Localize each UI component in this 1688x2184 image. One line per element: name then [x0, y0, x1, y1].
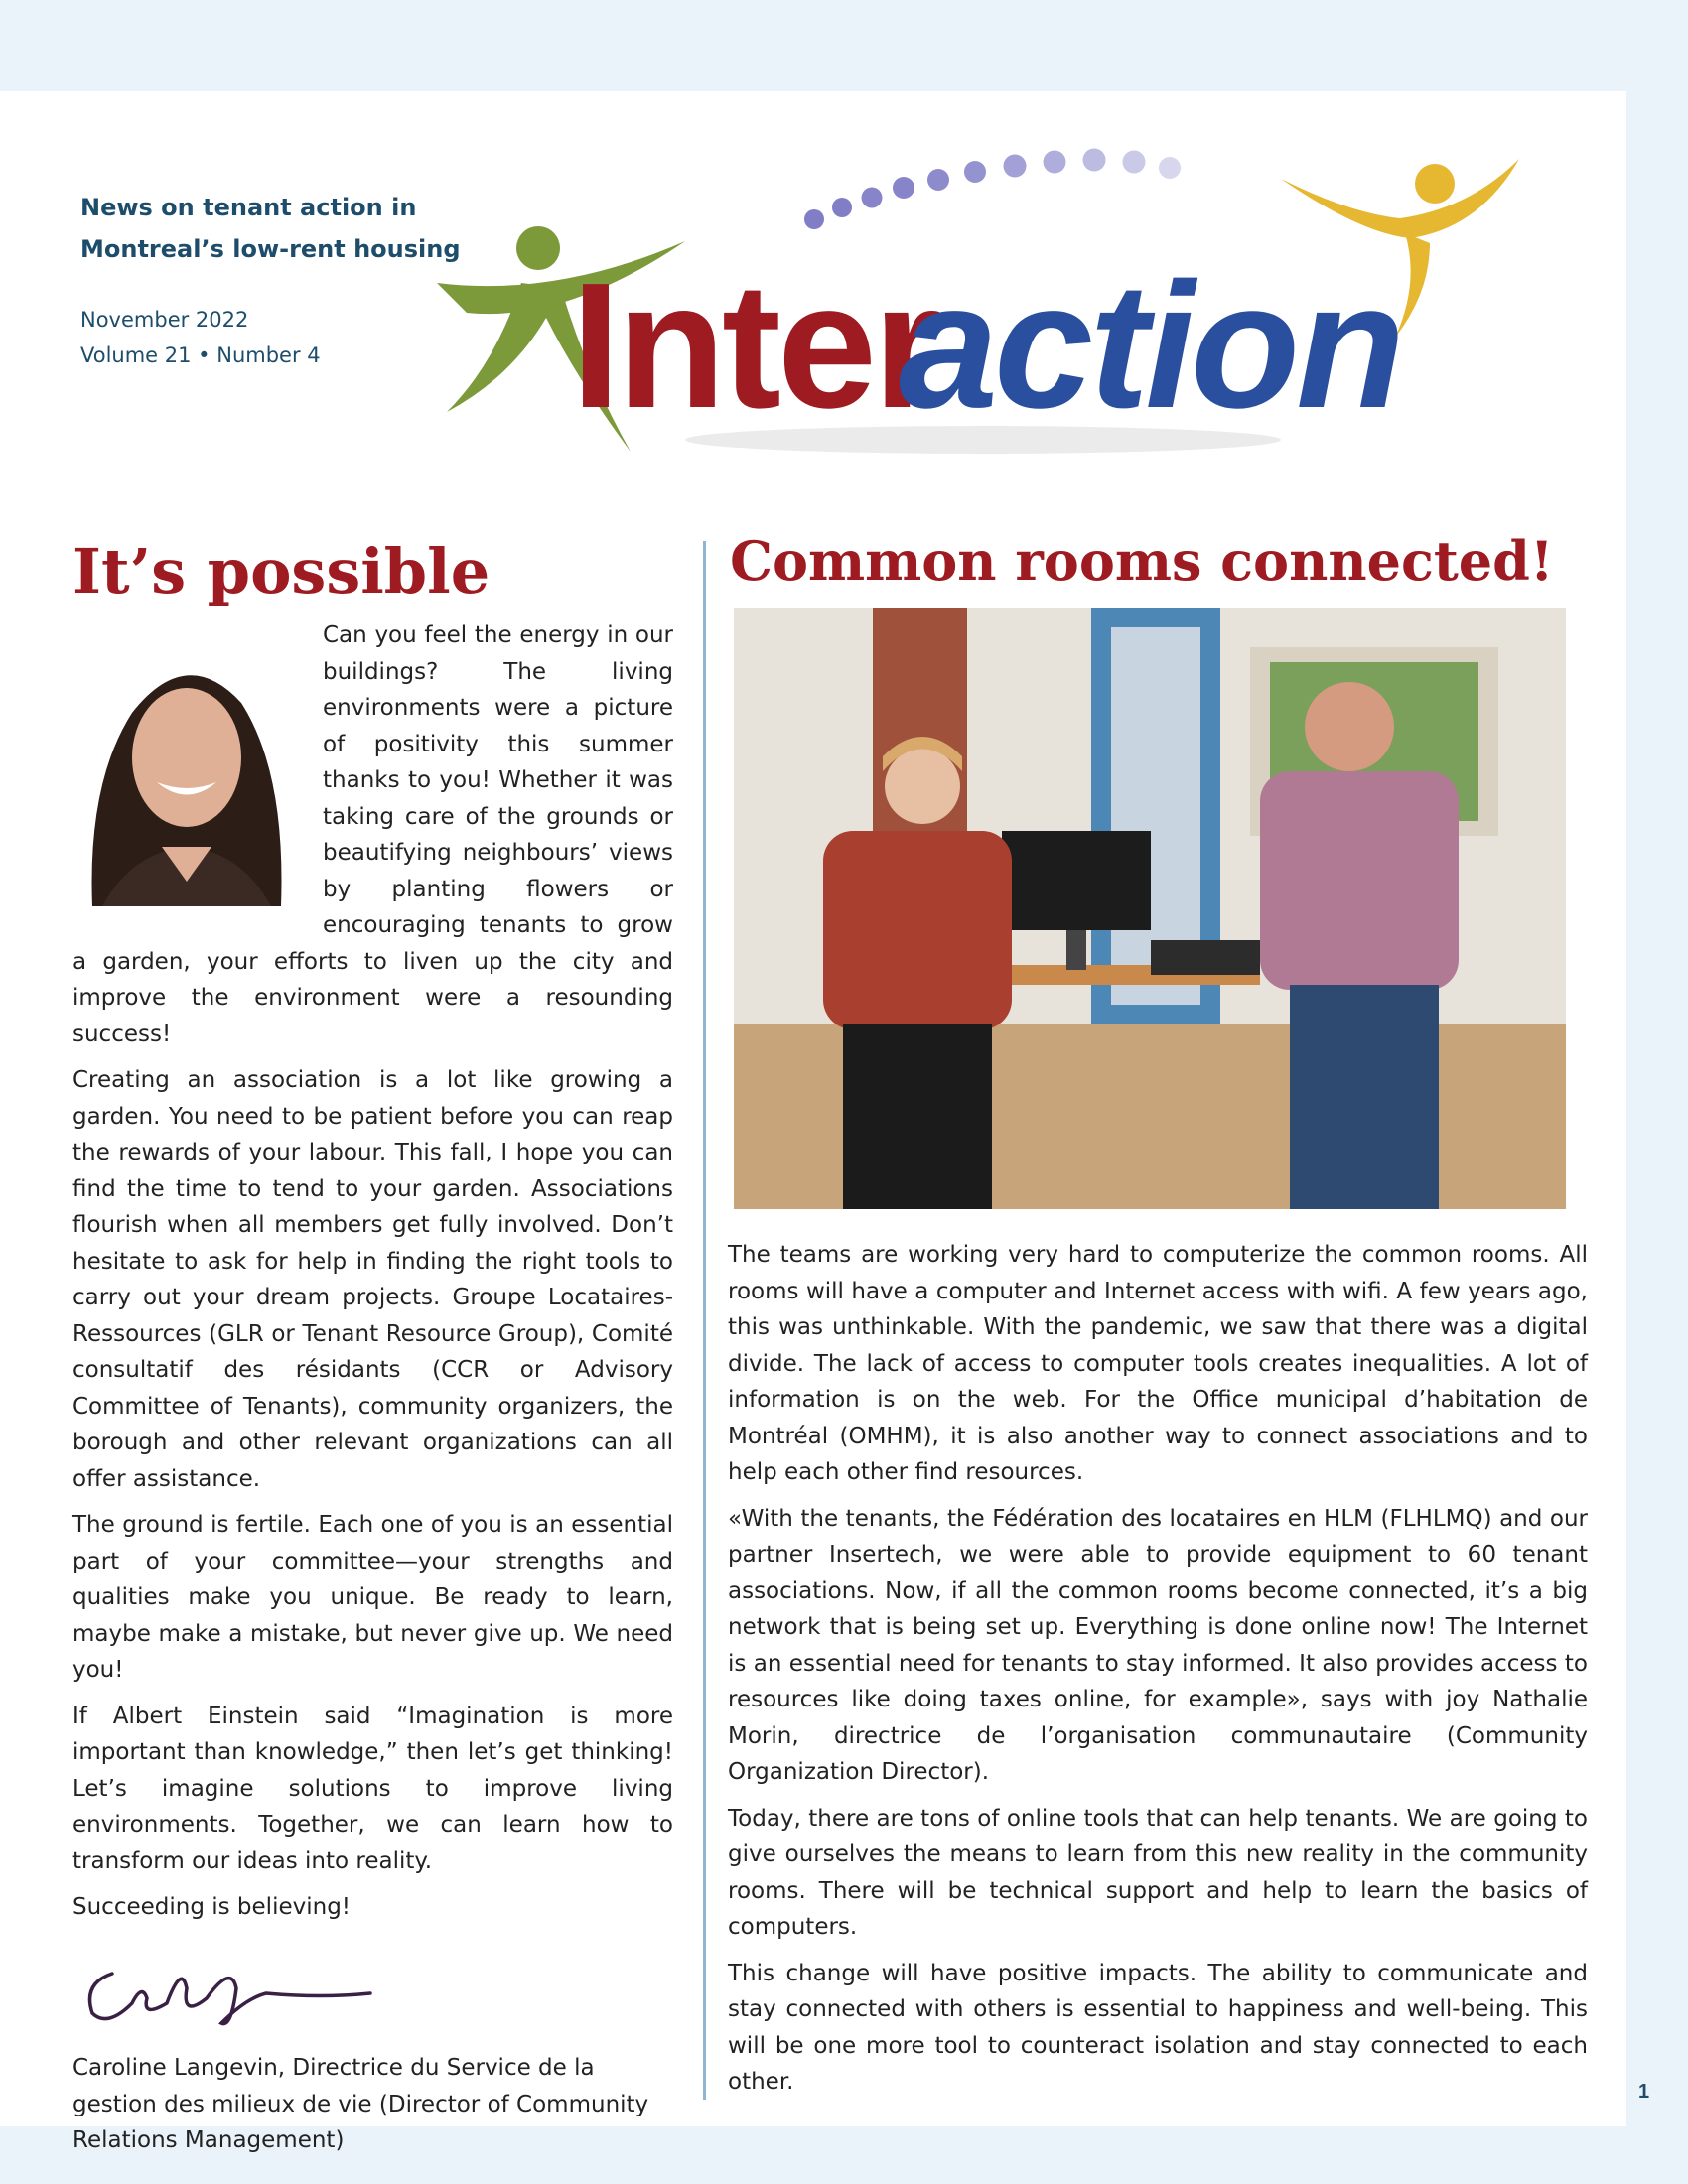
tagline-line2: Montreal’s low-rent housing — [80, 235, 461, 263]
logo-word-part1: Inter — [571, 246, 939, 446]
right-paragraph-3: Today, there are tons of online tools that can help tenants. We are going to give ourselves the means to learn from this new reality in the community rooms. There will be technical support and help to learn the basics of computers. — [728, 1805, 1588, 1940]
column-divider — [703, 541, 706, 2100]
interaction-logo — [427, 124, 1549, 491]
right-paragraph-4: This change will have positive impacts. The ability to communicate and stay connected with others is essential to happiness and well-being. This will be one more tool to counteract isolation and stay connected to each other. — [728, 1960, 1588, 2095]
left-paragraph-5: Succeeding is believing! — [72, 1894, 352, 1920]
left-article-body — [72, 617, 673, 2159]
author-portrait — [72, 623, 301, 906]
right-article — [728, 526, 1588, 2111]
common-room-photo — [734, 608, 1566, 1209]
right-article-body — [728, 1237, 1588, 2101]
left-paragraph-1: Can you feel the energy in our buildings? The living environments were a picture of positivity this summer thanks to you! Whether it was taking care of the grounds or beautifying neighbours’ views by planting flowers or encouraging tenants to grow a garden, your efforts to liven up the city and improve the environment were a resounding success! — [72, 622, 673, 1047]
right-paragraph-1: The teams are working very hard to computerize the common rooms. All rooms will have a computer and Internet access with wifi. A few years ago, this was unthinkable. With the pandemic, we saw that there was a digital divide. The lack of access to computer tools creates inequalities. A lot of information is on the web. For the Office municipal d’habitation de Montréal (OMHM), it is also another way to connect associations and to help each other find resources. — [728, 1242, 1588, 1485]
issue-info — [80, 302, 321, 373]
left-article — [72, 526, 673, 2169]
right-article-title: Common rooms connected! — [730, 529, 1554, 593]
left-paragraph-2: Creating an association is a lot like growing a garden. You need to be patient before you can reap the rewards of your labour. This fall, I hope you can find the time to tend to your garden. Associations flourish when all members get fully involved. Don’t hesitate to ask for help in finding the right tools to carry out your dream projects. Groupe Locataires-Ressources (GLR or Tenant Resource Group), Comité consultatif des résidants (CCR or Advisory Committee of Tenants), community organizers, the borough and other relevant organizations can all offer assistance. — [72, 1067, 673, 1492]
portrait-icon — [72, 623, 301, 906]
right-paragraph-2: «With the tenants, the Fédération des locataires en HLM (FLHLMQ) and our partner Insertech, we were able to provide equipment to 60 tenant associations. Now, if all the common rooms become connected, it’s a big network that is being set up. Everything is done online now! The Internet is an essential need for tenants to stay informed. It also provides access to resources like doing taxes online, for example», says with joy Nathalie Morin, directrice de l’organisation communautaire (Community Organization Director). — [728, 1505, 1588, 1785]
left-paragraph-3: The ground is fertile. Each one of you is an essential part of your committee—your strengths and qualities make you unique. Be ready to learn, maybe make a mistake, but never give up. We need you! — [72, 1512, 673, 1683]
left-paragraph-4: If Albert Einstein said “Imagination is more important than knowledge,” then let’s get thinking! Let’s imagine solutions to improve living environments. Together, we can learn how to transform our ideas into reality. — [72, 1703, 673, 1874]
signature-author: Caroline Langevin, Directrice du Service de la gestion des milieux de vie (Director of Community Relations Management) — [72, 2055, 649, 2153]
issue-date: November 2022 — [80, 308, 249, 332]
issue-volume: Volume 21 • Number 4 — [80, 343, 321, 367]
page-number: 1 — [1638, 2081, 1650, 2103]
left-article-title: It’s possible — [72, 535, 491, 608]
common-room-photo-icon — [734, 608, 1566, 1209]
tagline-line1: News on tenant action in — [80, 194, 417, 221]
tagline — [80, 187, 461, 270]
signature-icon — [72, 1944, 390, 2035]
logo-word-part2: action — [899, 246, 1402, 446]
